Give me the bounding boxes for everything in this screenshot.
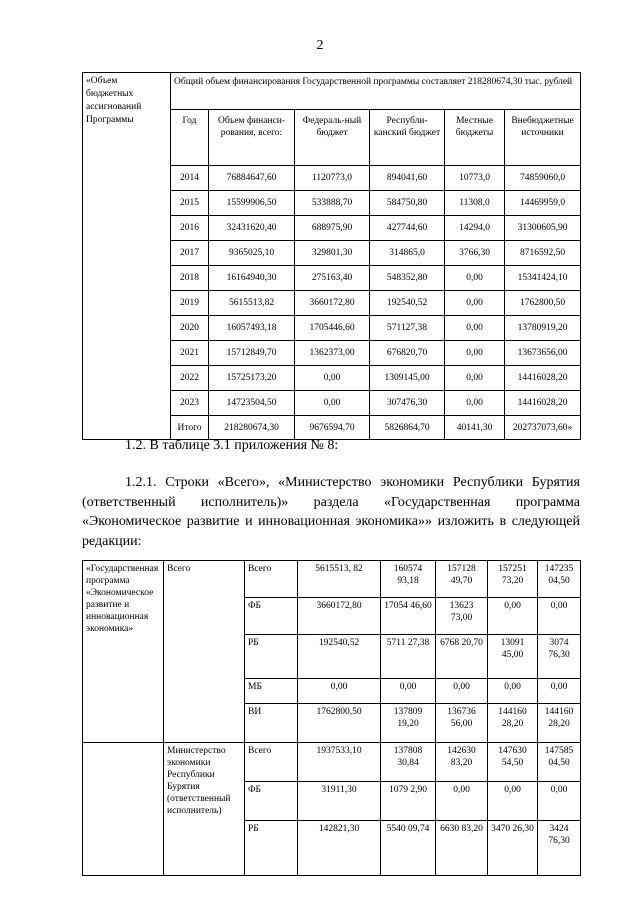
table-cell: 202737073,60» [505,416,581,440]
table-cell: 157251 73,20 [488,561,538,598]
funding-table [82,72,581,440]
table-cell: 548352,80 [370,266,445,291]
table-cell: 0,00 [488,679,538,704]
table-cell: 0,00 [488,598,538,635]
header-cell: Год [171,110,209,166]
table-cell: 894041,60 [370,166,445,191]
header-cell: Местные бюджеты [445,110,505,166]
table-cell: 218280674,30 [209,416,295,440]
table-cell: 3470 26,30 [488,821,538,876]
table-cell: 147585 04,50 [538,743,581,782]
table-cell: 314865,0 [370,241,445,266]
table-cell: 0,00 [538,598,581,635]
year-cell: 2022 [171,366,209,391]
table-cell: 14294,0 [445,216,505,241]
table-cell: 15341424,10 [505,266,581,291]
year-cell: 2020 [171,316,209,341]
table-cell: 157128 49,70 [436,561,488,598]
table-cell: 15725173,20 [209,366,295,391]
table-cell: 31911,30 [298,782,381,821]
table-cell: 1079 2,90 [381,782,436,821]
table-cell: 11308,0 [445,191,505,216]
table-cell: 0,00 [436,679,488,704]
table-cell: 584750,80 [370,191,445,216]
group-label-cell: Всего [164,561,245,743]
table-cell: 0,00 [298,679,381,704]
table-cell: 0,00 [445,366,505,391]
table-cell: 142630 83,20 [436,743,488,782]
table-cell: 5711 27,38 [381,635,436,679]
table-cell: 0,00 [538,679,581,704]
table-cell: 16164940,30 [209,266,295,291]
header-cell: Федераль-ный бюджет [295,110,370,166]
header-cell: Объем финанси-рования, всего: [209,110,295,166]
source-cell: ФБ [245,782,298,821]
table-cell: 1705446,60 [295,316,370,341]
source-cell: Всего [245,743,298,782]
table-cell: 5540 09,74 [381,821,436,876]
funding-table-label: «Объем бюджетных ассигнований Программы [83,73,171,440]
table-cell: 0,00 [445,316,505,341]
table-cell: 0,00 [445,266,505,291]
table-cell: 329801,30 [295,241,370,266]
year-cell: 2014 [171,166,209,191]
table-cell: 3424 76,30 [538,821,581,876]
table-cell: 13673656,00 [505,341,581,366]
table-cell: 0,00 [436,782,488,821]
program-table [82,560,581,876]
source-cell: МБ [245,679,298,704]
table-cell: 8716592,50 [505,241,581,266]
table-cell: 13780919,20 [505,316,581,341]
table-cell: 1120773,0 [295,166,370,191]
source-cell: РБ [245,821,298,876]
table-cell: 14723504,50 [209,391,295,416]
table-cell: 160574 93,18 [381,561,436,598]
funding-summary: Общий объем финансирования Государственной программы составляет 218280674,30 тыс. рублей [171,73,581,110]
table-cell: 9365025,10 [209,241,295,266]
program-name-cell: «Государственная программа «Экономическое развитие и инновационная экономика» [83,561,164,743]
source-cell: ВИ [245,704,298,743]
table-cell: 307476,30 [370,391,445,416]
table-cell: 14416028,20 [505,366,581,391]
table-row [83,743,581,782]
source-cell: ФБ [245,598,298,635]
table-cell: 17054 46,60 [381,598,436,635]
table-cell: 676820,70 [370,341,445,366]
program-name-continued-cell [83,743,164,876]
year-cell: 2016 [171,216,209,241]
table-cell: 15599906,50 [209,191,295,216]
table-cell: 0,00 [445,291,505,316]
table-cell: 16057493,18 [209,316,295,341]
year-cell: 2017 [171,241,209,266]
table-cell: 3766,30 [445,241,505,266]
table-cell: 688975,90 [295,216,370,241]
table-cell: 192540,52 [298,635,381,679]
table-cell: 1362373,00 [295,341,370,366]
year-cell: 2015 [171,191,209,216]
table-cell: 1762800,50 [298,704,381,743]
table-cell: 14469959,0 [505,191,581,216]
year-cell: 2019 [171,291,209,316]
table-cell: 3074 76,30 [538,635,581,679]
table-cell: 3660172,80 [298,598,381,635]
year-cell: 2021 [171,341,209,366]
table-cell: 137809 19,20 [381,704,436,743]
table-cell: 0,00 [381,679,436,704]
table-cell: 15712849,70 [209,341,295,366]
table-cell: 31300605,90 [505,216,581,241]
table-cell: 142821,30 [298,821,381,876]
table-cell: 0,00 [445,391,505,416]
paragraph-1-2-1: 1.2.1. Строки «Всего», «Министерство экономики Республики Бурятия (ответственный исполнитель)» раздела «Государственная программа «Экономическое развитие и инновационная экономика»» изложить в следующей редакции: [82,475,580,549]
table-cell: 533888,70 [295,191,370,216]
table-cell: 0,00 [295,366,370,391]
table-cell: 147235 04,50 [538,561,581,598]
table-cell: 76884647,60 [209,166,295,191]
table-cell: 144160 28,20 [538,704,581,743]
table-cell: 0,00 [295,391,370,416]
table-cell: 3660172,80 [295,291,370,316]
table-cell: 1762800,50 [505,291,581,316]
table-cell: 32431620,40 [209,216,295,241]
year-cell: 2018 [171,266,209,291]
table-cell: 74859060,0 [505,166,581,191]
table-cell: 571127,38 [370,316,445,341]
table-cell: 192540,52 [370,291,445,316]
table-cell: 1309145,00 [370,366,445,391]
table-cell: 5826864,70 [370,416,445,440]
year-cell: Итого [171,416,209,440]
paragraph-1-2: 1.2. В таблице 3.1 приложения № 8: [125,438,339,453]
table-cell: 147630 54,50 [488,743,538,782]
table-cell: 0,00 [538,782,581,821]
table-cell: 427744,60 [370,216,445,241]
table-cell: 1937533,10 [298,743,381,782]
table-row [83,561,581,598]
year-cell: 2023 [171,391,209,416]
table-cell: 275163,40 [295,266,370,291]
header-cell: Внебюджетные источники [505,110,581,166]
table-cell: 137808 30,84 [381,743,436,782]
table-cell: 5615513, 82 [298,561,381,598]
table-cell: 13091 45,00 [488,635,538,679]
page-number: 2 [316,38,324,53]
table-cell: 9676594,70 [295,416,370,440]
source-cell: Всего [245,561,298,598]
table-cell: 0,00 [445,341,505,366]
table-cell: 0,00 [488,782,538,821]
table-cell: 5615513,82 [209,291,295,316]
table-cell: 144160 28,20 [488,704,538,743]
source-cell: РБ [245,635,298,679]
table-cell: 14416028,20 [505,391,581,416]
table-cell: 6630 83,20 [436,821,488,876]
table-cell: 136736 56,00 [436,704,488,743]
table-cell: 13623 73,00 [436,598,488,635]
table-cell: 10773,0 [445,166,505,191]
header-cell: Республи-канский бюджет [370,110,445,166]
group-label-cell: Министерство экономики Республики Бурятия (ответственный исполнитель) [164,743,245,876]
table-cell: 6768 20,70 [436,635,488,679]
table-cell: 40141,30 [445,416,505,440]
